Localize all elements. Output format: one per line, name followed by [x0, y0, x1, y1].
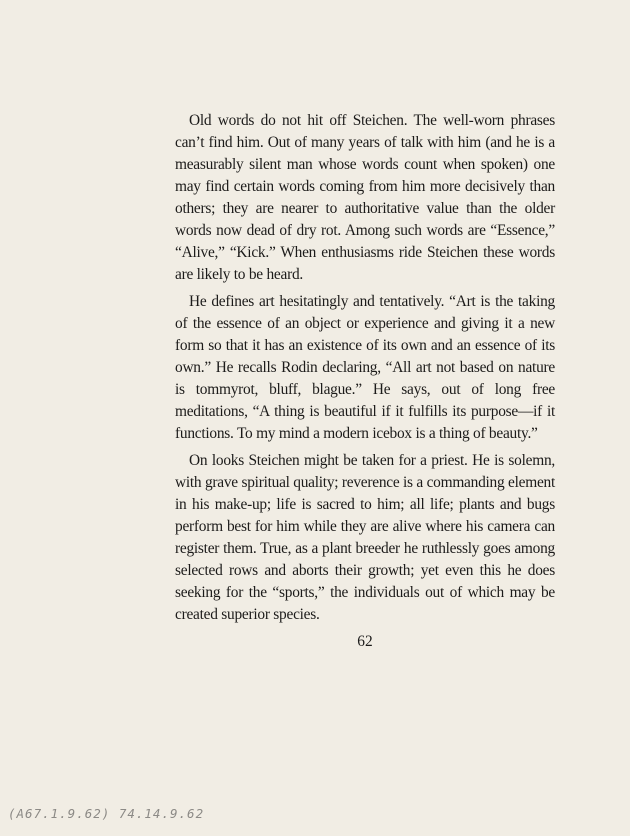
pencil-accession-note: (A67.1.9.62) 74.14.9.62	[8, 806, 205, 821]
body-text	[175, 110, 555, 631]
paragraph-2: He defines art hesitatingly and tentatively. “Art is the taking of the essence of an object or experience and giving it a new form so that it has an existence of its own and an essence of its own.” He recalls Rodin declaring, “All art not based on nature is tommyrot, bluff, blague.” He says, out of long free meditations, “A thing is beautiful if it fulfills its purpose—if it functions. To my mind a modern icebox is a thing of beauty.”	[175, 293, 555, 442]
page-number: 62	[357, 633, 373, 650]
paragraph-3: On looks Steichen might be taken for a priest. He is solemn, with grave spiritual quality; reverence is a commanding element in his make-up; life is sacred to him; all life; plants and bugs perform best for him while they are alive where his camera can register them. True, as a plant breeder he ruthlessly goes among selected rows and aborts their growth; yet even this he does seeking for the “sports,” the individuals out of which may be created superior species.	[175, 452, 555, 623]
paragraph-1: Old words do not hit off Steichen. The well-worn phrases can’t find him. Out of many years of talk with him (and he is a measurably silent man whose words count when spoken) one may find certain words coming from him more decisively than others; they are nearer to authoritative value than the older words now dead of dry rot. Among such words are “Essence,” “Alive,” “Kick.” When enthusiasms ride Steichen these words are likely to be heard.	[175, 112, 555, 283]
